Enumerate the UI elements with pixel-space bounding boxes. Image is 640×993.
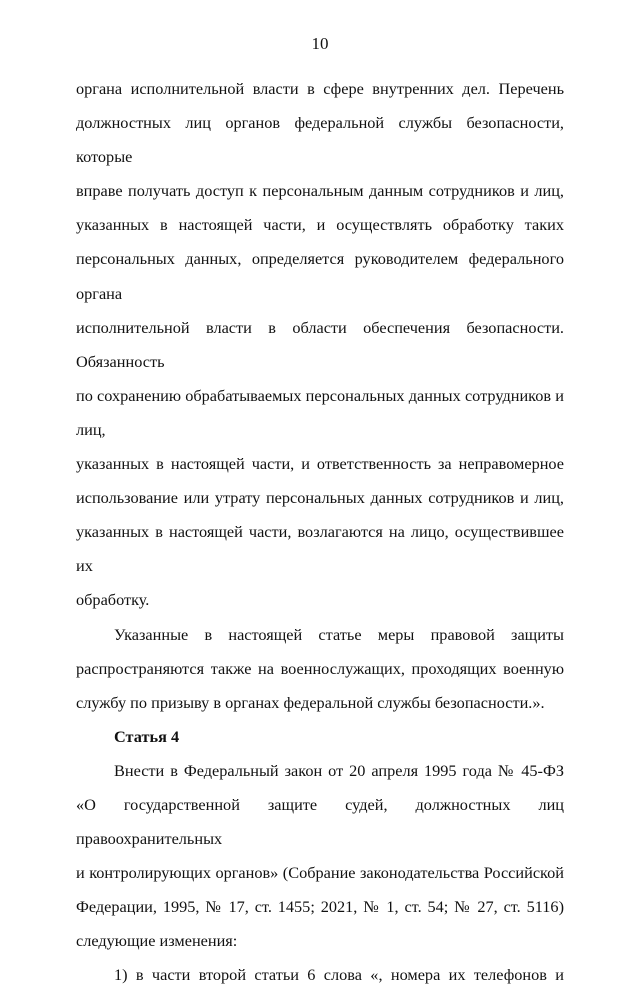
text-line: обработку. [76, 590, 150, 610]
text-line: указанных в настоящей части, и осуществлять обработку таких [76, 215, 564, 235]
text-line: 1) в части второй статьи 6 слова «, номера их телефонов и [114, 965, 564, 985]
paragraph-conscripts [76, 618, 564, 720]
text-line: и контролирующих органов» (Собрание законодательства Российской [76, 863, 564, 883]
text-line: указанных в настоящей части, возлагаются на лицо, осуществившее их [76, 522, 564, 576]
text-line: персональных данных, определяется руководителем федерального органа [76, 249, 564, 303]
text-line: исполнительной власти в области обеспечения безопасности. Обязанность [76, 317, 564, 371]
document-body [76, 72, 564, 993]
page-number: 10 [311, 34, 329, 53]
paragraph-personal-data-access [76, 72, 564, 618]
paragraph-amendment-intro [76, 754, 564, 959]
text-line: Указанные в настоящей статье меры правовой защиты [114, 624, 564, 644]
text-line: следующие изменения: [76, 931, 238, 951]
text-line: Федерации, 1995, № 17, ст. 1455; 2021, № 1, ст. 54; № 27, ст. 5116) [76, 897, 564, 917]
text-line: должностных лиц органов федеральной службы безопасности, которые [76, 113, 564, 167]
paragraph-amendment-item-1 [76, 958, 564, 992]
text-line: указанных в настоящей части, и ответственность за неправомерное [76, 454, 564, 474]
text-line: распространяются также на военнослужащих, проходящих военную [76, 658, 564, 678]
text-line: использование или утрату персональных данных сотрудников и лиц, [76, 488, 564, 508]
text-line: органа исполнительной власти в сфере внутренних дел. Перечень [76, 79, 564, 98]
text-line: службу по призыву в органах федеральной службы безопасности.». [76, 692, 545, 712]
text-line: по сохранению обрабатываемых персональных данных сотрудников и лиц, [76, 385, 564, 439]
text-line: «О государственной защите судей, должностных лиц правоохранительных [76, 794, 564, 849]
article-heading: Статья 4 [114, 726, 180, 746]
text-line: вправе получать доступ к персональным данным сотрудников и лиц, [76, 181, 564, 201]
text-line: Внести в Федеральный закон от 20 апреля 1995 года № 45-ФЗ [114, 760, 564, 780]
